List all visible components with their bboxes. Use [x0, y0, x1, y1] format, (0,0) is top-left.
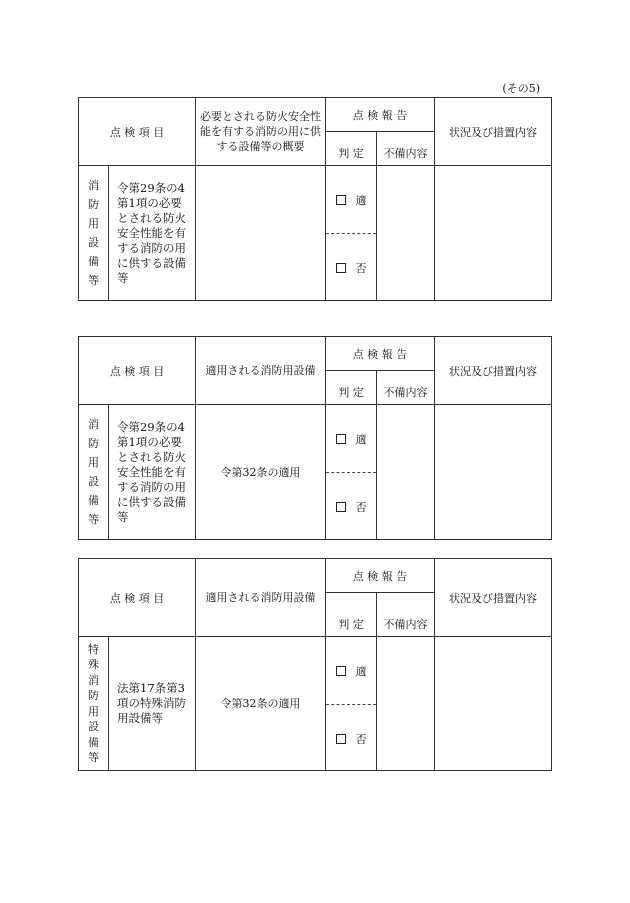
judge-ok-option[interactable]: 適: [326, 192, 376, 208]
checkbox-icon[interactable]: [336, 734, 346, 744]
judge-ng-option[interactable]: 否: [326, 731, 376, 747]
header-status: 状況及び措置内容: [435, 98, 552, 166]
header-judge: 判 定: [326, 132, 377, 166]
summary-cell: 令第32条の適用: [196, 405, 326, 540]
header-defect: 不備内容: [377, 371, 435, 405]
header-item: 点 検 項 目: [79, 98, 196, 166]
header-defect: 不備内容: [377, 593, 435, 637]
judge-ok-option[interactable]: 適: [326, 663, 376, 679]
header-judge: 判 定: [326, 593, 377, 637]
item-description: 令第29条の4第1項の必要とされる防火安全性能を有する消防の用に供する設備等: [109, 166, 196, 301]
judge-ng-option[interactable]: 否: [326, 499, 376, 515]
status-cell[interactable]: [435, 637, 552, 771]
defect-cell[interactable]: [377, 405, 435, 540]
checkbox-icon[interactable]: [336, 195, 346, 205]
header-status: 状況及び措置内容: [435, 337, 552, 405]
category-vertical: 消 防 用 設 備 等: [79, 405, 109, 540]
judge-cell: [326, 405, 377, 540]
checkbox-icon[interactable]: [336, 434, 346, 444]
header-report: 点 検 報 告: [326, 98, 435, 132]
inspection-table-1: [78, 97, 552, 301]
checkbox-icon[interactable]: [336, 666, 346, 676]
defect-cell[interactable]: [377, 166, 435, 301]
page-number-label: (その5): [502, 82, 540, 95]
checkbox-icon[interactable]: [336, 502, 346, 512]
judge-cell: [326, 637, 377, 771]
inspection-table-3: [78, 558, 552, 771]
status-cell[interactable]: [435, 166, 552, 301]
checkbox-icon[interactable]: [336, 263, 346, 273]
header-report: 点 検 報 告: [326, 559, 435, 593]
item-description: 令第29条の4第1項の必要とされる防火安全性能を有する消防の用に供する設備等: [109, 405, 196, 540]
header-item: 点 検 項 目: [79, 559, 196, 637]
judge-ok-option[interactable]: 適: [326, 431, 376, 447]
header-item: 点 検 項 目: [79, 337, 196, 405]
header-summary: 適用される消防用設備: [196, 559, 326, 637]
summary-cell: [196, 166, 326, 301]
header-summary: 適用される消防用設備: [196, 337, 326, 405]
item-description: 法第17条第3項の特殊消防用設備等: [109, 637, 196, 771]
category-vertical: 消 防 用 設 備 等: [79, 166, 109, 301]
judge-cell: [326, 166, 377, 301]
status-cell[interactable]: [435, 405, 552, 540]
category-vertical: 特 殊 消 防 用 設 備 等: [79, 637, 109, 771]
summary-cell: 令第32条の適用: [196, 637, 326, 771]
inspection-table-2: [78, 336, 552, 540]
header-judge: 判 定: [326, 371, 377, 405]
defect-cell[interactable]: [377, 637, 435, 771]
header-report: 点 検 報 告: [326, 337, 435, 371]
header-summary: 必要とされる防火安全性能を有する消防の用に供する設備等の概要: [196, 98, 326, 166]
judge-ng-option[interactable]: 否: [326, 260, 376, 276]
header-status: 状況及び措置内容: [435, 559, 552, 637]
header-defect: 不備内容: [377, 132, 435, 166]
